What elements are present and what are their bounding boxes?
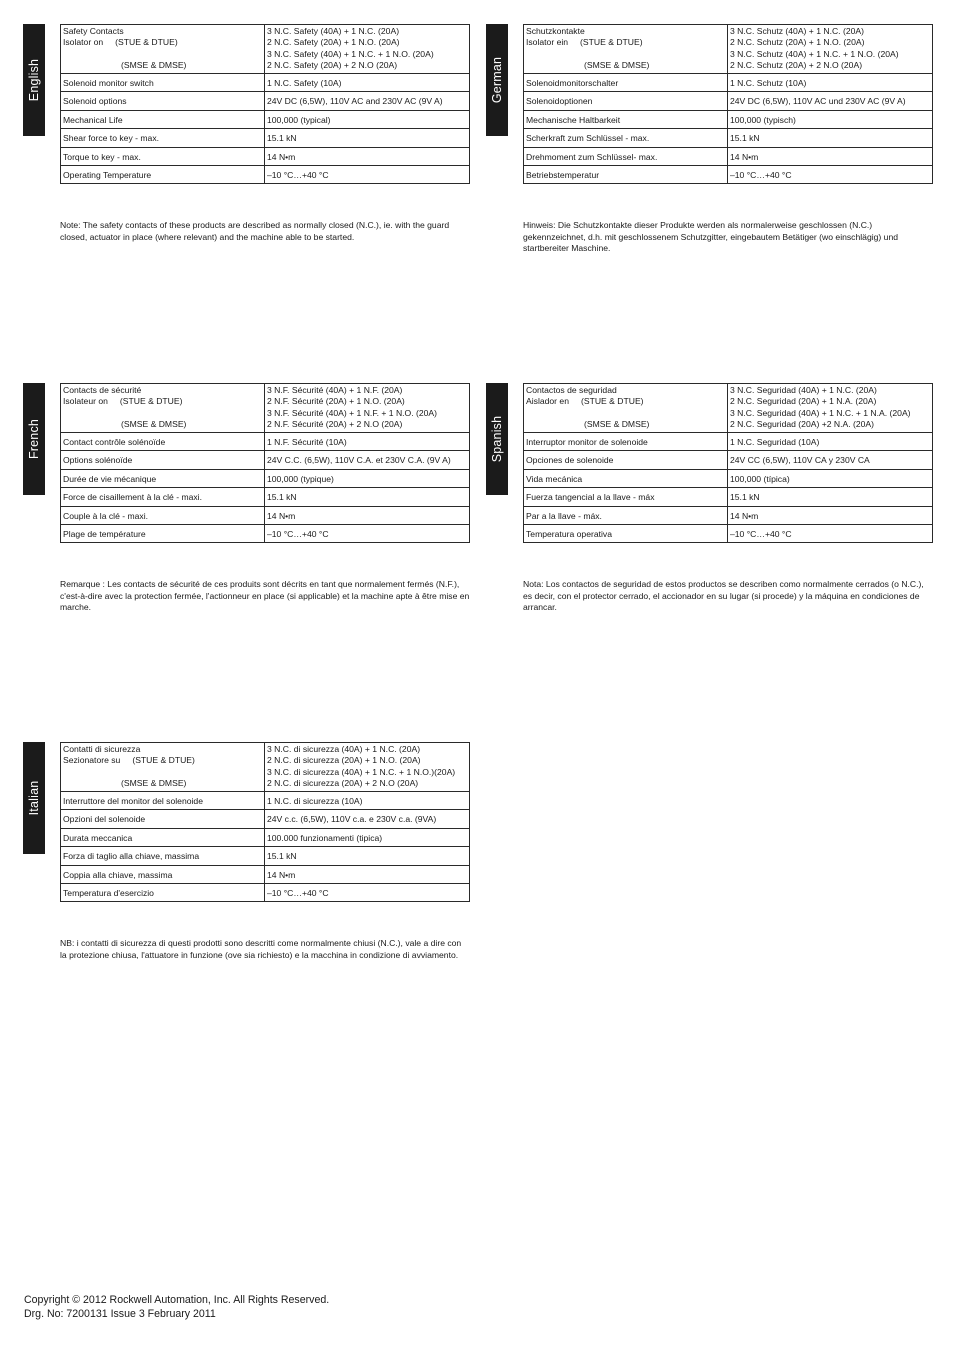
spec-table (523, 24, 933, 184)
spec-label: Interruttore del monitor del solenoide (61, 791, 265, 809)
spec-row (61, 147, 470, 165)
spec-label: Mechanische Haltbarkeit (524, 110, 728, 128)
isolator-line-1 (63, 755, 262, 766)
spec-label: Vida mecánica (524, 469, 728, 487)
spec-label: Durata meccanica (61, 828, 265, 846)
safety-contacts-row (61, 25, 470, 74)
spec-row (524, 506, 933, 524)
spec-value: –10 °C…+40 °C (265, 883, 470, 901)
language-label: German (490, 56, 504, 104)
spec-row (524, 165, 933, 183)
spec-row (524, 73, 933, 91)
isolator-label: Isolateur on (63, 396, 108, 407)
spec-row (524, 128, 933, 147)
spec-row (61, 165, 470, 183)
spec-value: 14 N•m (265, 865, 470, 883)
spec-label: Torque to key - max. (61, 147, 265, 165)
safety-contacts-row (524, 384, 933, 433)
spec-value: –10 °C…+40 °C (265, 165, 470, 183)
spec-row (61, 846, 470, 865)
contact-value: 3 N.C. di sicurezza (40A) + 1 N.C. + 1 N.O.)(20A) (267, 766, 456, 777)
spec-label: Solenoidmonitorschalter (524, 73, 728, 91)
spec-value: 1 N.C. di sicurezza (10A) (265, 791, 470, 809)
spec-row (524, 110, 933, 128)
contact-value: 2 N.C. di sicurezza (20A) + 1 N.O. (20A) (267, 755, 421, 766)
spec-value: 24V C.C. (6,5W), 110V C.A. et 230V C.A. (9V A) (265, 450, 470, 469)
spec-table (60, 24, 470, 184)
spec-row (61, 828, 470, 846)
safety-contacts-label: Contatti di sicurezza (63, 744, 141, 754)
safety-note: Remarque : Les contacts de sécurité de ces produits sont décrits en tant que normalement fermés (N.F.), c'est-à-dire avec la protection fermée, l'actionneur en place (si applicable) et la machine apte à être mise en marche. (60, 579, 470, 612)
contact-value: 3 N.C. Schutz (40A) + 1 N.C. (20A) (730, 26, 864, 36)
isolator-line-1 (526, 37, 725, 48)
contact-value: 2 N.C. Seguridad (20A) + 1 N.A. (20A) (730, 396, 877, 407)
spec-label: Shear force to key - max. (61, 128, 265, 147)
spec-value: 15.1 kN (265, 846, 470, 865)
spec-value: 100,000 (typique) (265, 469, 470, 487)
isolator-model-1: (STUE & DTUE) (132, 755, 195, 766)
spec-label: Operating Temperature (61, 165, 265, 183)
spec-label: Coppia alla chiave, massima (61, 865, 265, 883)
spec-row (61, 883, 470, 901)
spec-value: 1 N.C. Seguridad (10A) (728, 432, 933, 450)
spec-value: 24V CC (6,5W), 110V CA y 230V CA (728, 450, 933, 469)
safety-note: Nota: Los contactos de seguridad de estos productos se describen como normalmente cerrados (o N.C.), es decir, con el protector cerrado, el accionador en su lugar (si procede) y la máquina en condiciones de arrancar. (523, 579, 924, 612)
safety-contacts-label: Safety Contacts (63, 26, 124, 36)
spec-row (61, 110, 470, 128)
contact-value: 2 N.C. Safety (20A) + 1 N.O. (20A) (267, 37, 400, 48)
isolator-model-2: (SMSE & DMSE) (584, 60, 650, 71)
language-tab (486, 383, 508, 495)
spec-row (61, 506, 470, 524)
contact-value: 2 N.C. Seguridad (20A) +2 N.A. (20A) (730, 419, 875, 430)
contact-value: 2 N.C. Schutz (20A) + 2 N.O (20A) (730, 60, 863, 71)
spec-value: 14 N•m (728, 147, 933, 165)
contact-value: 2 N.F. Sécurité (20A) + 2 N.O (20A) (267, 419, 403, 430)
spec-row (61, 432, 470, 450)
spec-table (60, 383, 470, 543)
spec-value: 24V DC (6,5W), 110V AC and 230V AC (9V A) (265, 91, 470, 110)
spec-label: Betriebstemperatur (524, 165, 728, 183)
contact-value: 3 N.C. Safety (40A) + 1 N.C. + 1 N.O. (20A) (267, 48, 434, 59)
safety-contacts-row (61, 743, 470, 792)
spec-value: 15.1 kN (265, 487, 470, 506)
language-tab (23, 383, 45, 495)
spec-row (524, 469, 933, 487)
spec-value: 14 N•m (265, 147, 470, 165)
spec-value: –10 °C…+40 °C (728, 524, 933, 542)
safety-contacts-label: Schutzkontakte (526, 26, 585, 36)
contact-value: 2 N.C. Safety (20A) + 2 N.O (20A) (267, 60, 398, 71)
isolator-label: Isolator ein (526, 37, 569, 48)
isolator-model-2: (SMSE & DMSE) (121, 778, 187, 789)
spec-row (61, 865, 470, 883)
spec-row (61, 128, 470, 147)
contact-value: 2 N.F. Sécurité (20A) + 1 N.O. (20A) (267, 396, 405, 407)
isolator-label: Isolator on (63, 37, 104, 48)
safety-contacts-values-cell (728, 25, 933, 74)
spec-row (61, 791, 470, 809)
spec-row (524, 524, 933, 542)
spec-value: 100.000 funzionamenti (tipica) (265, 828, 470, 846)
footer (24, 1294, 329, 1321)
language-tab (23, 742, 45, 854)
spec-label: Opciones de solenoide (524, 450, 728, 469)
spec-table (60, 742, 470, 902)
spec-value: 15.1 kN (265, 128, 470, 147)
safety-note: Note: The safety contacts of these products are described as normally closed (N.C.), ie. with the guard closed, actuator in place (where relevant) and the machine able to be started. (60, 220, 450, 242)
spec-value: 24V DC (6,5W), 110V AC und 230V AC (9V A) (728, 91, 933, 110)
safety-contacts-label-cell (524, 384, 728, 433)
spec-value: 1 N.C. Schutz (10A) (728, 73, 933, 91)
spec-value: 15.1 kN (728, 128, 933, 147)
spec-value: –10 °C…+40 °C (728, 165, 933, 183)
spec-value: 100,000 (typical) (265, 110, 470, 128)
spec-row (524, 91, 933, 110)
spec-label: Temperatura operativa (524, 524, 728, 542)
safety-contacts-label: Contactos de seguridad (526, 385, 617, 395)
spec-row (524, 147, 933, 165)
language-label: Italian (27, 780, 41, 816)
spec-value: –10 °C…+40 °C (265, 524, 470, 542)
spec-value: 15.1 kN (728, 487, 933, 506)
isolator-model-1: (STUE & DTUE) (115, 37, 178, 48)
contact-value: 3 N.F. Sécurité (40A) + 1 N.F. (20A) (267, 385, 403, 395)
safety-contacts-values-cell (728, 384, 933, 433)
safety-contacts-label-cell (61, 743, 265, 792)
contact-value: 3 N.C. Safety (40A) + 1 N.C. (20A) (267, 26, 400, 36)
isolator-line-1 (63, 37, 262, 48)
isolator-label: Sezionatore su (63, 755, 121, 766)
spec-row (524, 432, 933, 450)
isolator-label: Aislador en (526, 396, 569, 407)
isolator-model-2: (SMSE & DMSE) (121, 419, 187, 430)
isolator-model-1: (STUE & DTUE) (581, 396, 644, 407)
spec-row (524, 450, 933, 469)
spec-label: Mechanical Life (61, 110, 265, 128)
contact-value: 3 N.C. di sicurezza (40A) + 1 N.C. (20A) (267, 744, 421, 754)
isolator-model-1: (STUE & DTUE) (580, 37, 643, 48)
spec-label: Opzioni del solenoide (61, 809, 265, 828)
spec-label: Solenoid monitor switch (61, 73, 265, 91)
spec-row (61, 469, 470, 487)
language-tab (23, 24, 45, 136)
contact-value: 3 N.C. Seguridad (40A) + 1 N.C. + 1 N.A. (20A) (730, 407, 911, 418)
safety-contacts-row (61, 384, 470, 433)
spec-label: Par a la llave - máx. (524, 506, 728, 524)
spec-value: 100,000 (típica) (728, 469, 933, 487)
spec-label: Forza di taglio alla chiave, massima (61, 846, 265, 865)
safety-note: NB: i contatti di sicurezza di questi prodotti sono descritti come normalmente chiusi (N.C.), vale a dire con la protezione chiusa, l'attuatore in funzione (ove sia richiesto) e la macchina in condizione di avviamento. (60, 938, 462, 960)
isolator-line-1 (63, 396, 262, 407)
isolator-model-2: (SMSE & DMSE) (584, 419, 650, 430)
spec-row (61, 73, 470, 91)
spec-value: 1 N.C. Safety (10A) (265, 73, 470, 91)
spec-label: Drehmoment zum Schlüssel- max. (524, 147, 728, 165)
spec-value: 1 N.F. Sécurité (10A) (265, 432, 470, 450)
spec-label: Solenoid options (61, 91, 265, 110)
safety-contacts-values-cell (265, 25, 470, 74)
spec-label: Durée de vie mécanique (61, 469, 265, 487)
isolator-line-1 (526, 396, 725, 407)
safety-contacts-label-cell (524, 25, 728, 74)
contact-value: 2 N.C. di sicurezza (20A) + 2 N.O (20A) (267, 778, 419, 789)
spec-label: Solenoidoptionen (524, 91, 728, 110)
safety-contacts-label-cell (61, 25, 265, 74)
safety-note: Hinweis: Die Schutzkontakte dieser Produkte werden als normalerweise geschlossen (N.C.) gekennzeichnet, d.h. mit geschlossenem Schutzgitter, eingebautem Betätiger (wo einschlägig) und startbereiter Maschine. (523, 220, 899, 253)
safety-contacts-row (524, 25, 933, 74)
safety-contacts-label: Contacts de sécurité (63, 385, 142, 395)
spec-value: 14 N•m (728, 506, 933, 524)
safety-contacts-values-cell (265, 384, 470, 433)
spec-label: Scherkraft zum Schlüssel - max. (524, 128, 728, 147)
spec-row (61, 450, 470, 469)
spec-row (61, 91, 470, 110)
spec-label: Options solénoïde (61, 450, 265, 469)
contact-value: 2 N.C. Schutz (20A) + 1 N.O. (20A) (730, 37, 865, 48)
safety-contacts-label-cell (61, 384, 265, 433)
spec-value: 14 N•m (265, 506, 470, 524)
language-label: Spanish (490, 415, 504, 463)
language-label: French (27, 418, 41, 460)
spec-label: Interruptor monitor de solenoide (524, 432, 728, 450)
spec-label: Force de cisaillement à la clé - maxi. (61, 487, 265, 506)
spec-row (61, 809, 470, 828)
spec-label: Temperatura d'esercizio (61, 883, 265, 901)
spec-label: Fuerza tangencial a la llave - máx (524, 487, 728, 506)
spec-row (61, 524, 470, 542)
contact-value: 3 N.C. Schutz (40A) + 1 N.C. + 1 N.O. (20A) (730, 48, 899, 59)
spec-table (523, 383, 933, 543)
spec-label: Plage de température (61, 524, 265, 542)
spec-row (524, 487, 933, 506)
language-label: English (27, 58, 41, 102)
spec-label: Couple à la clé - maxi. (61, 506, 265, 524)
spec-value: 24V c.c. (6,5W), 110V c.a. e 230V c.a. (9VA) (265, 809, 470, 828)
spec-row (61, 487, 470, 506)
safety-contacts-values-cell (265, 743, 470, 792)
spec-value: 100,000 (typisch) (728, 110, 933, 128)
isolator-model-2: (SMSE & DMSE) (121, 60, 187, 71)
language-tab (486, 24, 508, 136)
drawing-number: Drg. No: 7200131 Issue 3 February 2011 (24, 1307, 216, 1320)
contact-value: 3 N.C. Seguridad (40A) + 1 N.C. (20A) (730, 385, 877, 395)
copyright-text: Copyright © 2012 Rockwell Automation, Inc. All Rights Reserved. (24, 1294, 330, 1306)
isolator-model-1: (STUE & DTUE) (119, 396, 183, 407)
contact-value: 3 N.F. Sécurité (40A) + 1 N.F. + 1 N.O. (20A) (267, 407, 438, 418)
spec-label: Contact contrôle solénoïde (61, 432, 265, 450)
